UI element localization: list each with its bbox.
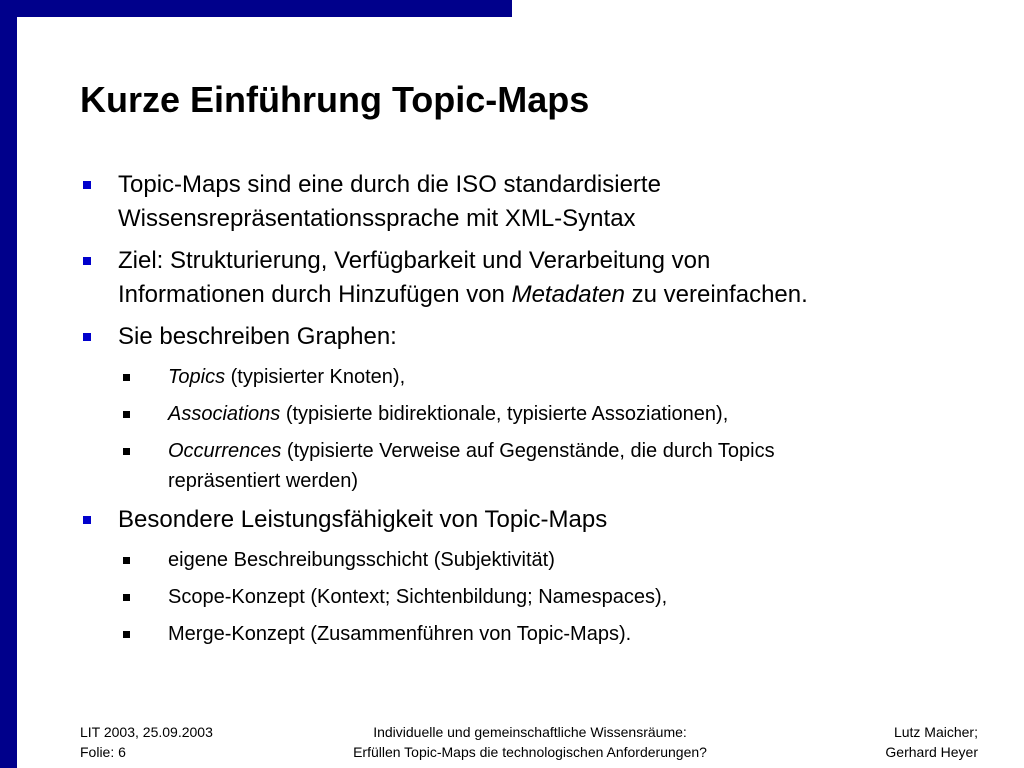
bullet-item (80, 503, 980, 537)
sub-bullet-item (123, 436, 980, 496)
slide-content (80, 168, 980, 656)
sub-bullet-text: (typisierte bidirektionale, typisierte Assoziationen), (280, 403, 729, 425)
square-bullet-icon (83, 257, 91, 265)
bullet-text: Topic-Maps sind eine durch die ISO standardisierte (118, 171, 661, 198)
square-sub-bullet-icon (123, 448, 130, 455)
square-sub-bullet-icon (123, 557, 130, 564)
footer-left (80, 722, 213, 762)
square-sub-bullet-icon (123, 411, 130, 418)
footer-author: Gerhard Heyer (885, 744, 978, 760)
bullet-text: Informationen durch Hinzufügen von (118, 281, 512, 308)
footer-talk-subtitle: Erfüllen Topic-Maps die technologischen Anforderungen? (353, 744, 707, 760)
bullet-text-line (118, 278, 980, 312)
bullet-item (80, 168, 980, 236)
sub-bullet-text: (typisierte Verweise auf Gegenstände, die durch Topics (281, 440, 775, 462)
square-sub-bullet-icon (123, 594, 130, 601)
sub-bullet-text: Merge-Konzept (Zusammenführen von Topic-Maps). (168, 623, 632, 645)
footer-event-date: LIT 2003, 25.09.2003 (80, 724, 213, 740)
top-frame-bar (0, 0, 512, 17)
square-bullet-icon (83, 516, 91, 524)
footer-slide-number: Folie: 6 (80, 744, 126, 760)
footer-center (300, 722, 760, 762)
footer-talk-title: Individuelle und gemeinschaftliche Wissensräume: (373, 724, 687, 740)
sub-bullet-list (117, 545, 980, 649)
emphasized-term: Associations (168, 403, 281, 425)
sub-bullet-item (123, 399, 980, 429)
left-frame-bar (0, 0, 17, 768)
bullet-text: Sie beschreiben Graphen: (118, 323, 397, 350)
bullet-item (80, 244, 980, 312)
footer-right (885, 722, 978, 762)
bullet-text: Besondere Leistungsfähigkeit von Topic-Maps (118, 506, 608, 533)
emphasized-term: Metadaten (511, 281, 625, 308)
sub-bullet-text: (typisierter Knoten), (225, 366, 406, 388)
sub-bullet-item (123, 582, 980, 612)
bullet-item (80, 320, 980, 354)
sub-bullet-item (123, 619, 980, 649)
emphasized-term: Topics (168, 366, 226, 388)
sub-bullet-text: Scope-Konzept (Kontext; Sichtenbildung; Namespaces), (168, 586, 668, 608)
sub-bullet-item (123, 545, 980, 575)
sub-bullet-list (117, 362, 980, 496)
square-sub-bullet-icon (123, 631, 130, 638)
square-bullet-icon (83, 181, 91, 189)
sub-bullet-text: eigene Beschreibungsschicht (Subjektivität) (168, 549, 555, 571)
bullet-text: Ziel: Strukturierung, Verfügbarkeit und Verarbeitung von (118, 247, 711, 274)
slide-footer (80, 722, 978, 766)
bullet-text: Wissensrepräsentationssprache mit XML-Syntax (118, 205, 636, 232)
emphasized-term: Occurrences (168, 440, 282, 462)
footer-author: Lutz Maicher; (893, 724, 978, 740)
bullet-text: zu vereinfachen. (625, 281, 808, 308)
square-bullet-icon (83, 333, 91, 341)
slide-title: Kurze Einführung Topic-Maps (80, 79, 590, 120)
sub-bullet-item (123, 362, 980, 392)
sub-bullet-text: repräsentiert werden) (168, 470, 359, 492)
square-sub-bullet-icon (123, 374, 130, 381)
